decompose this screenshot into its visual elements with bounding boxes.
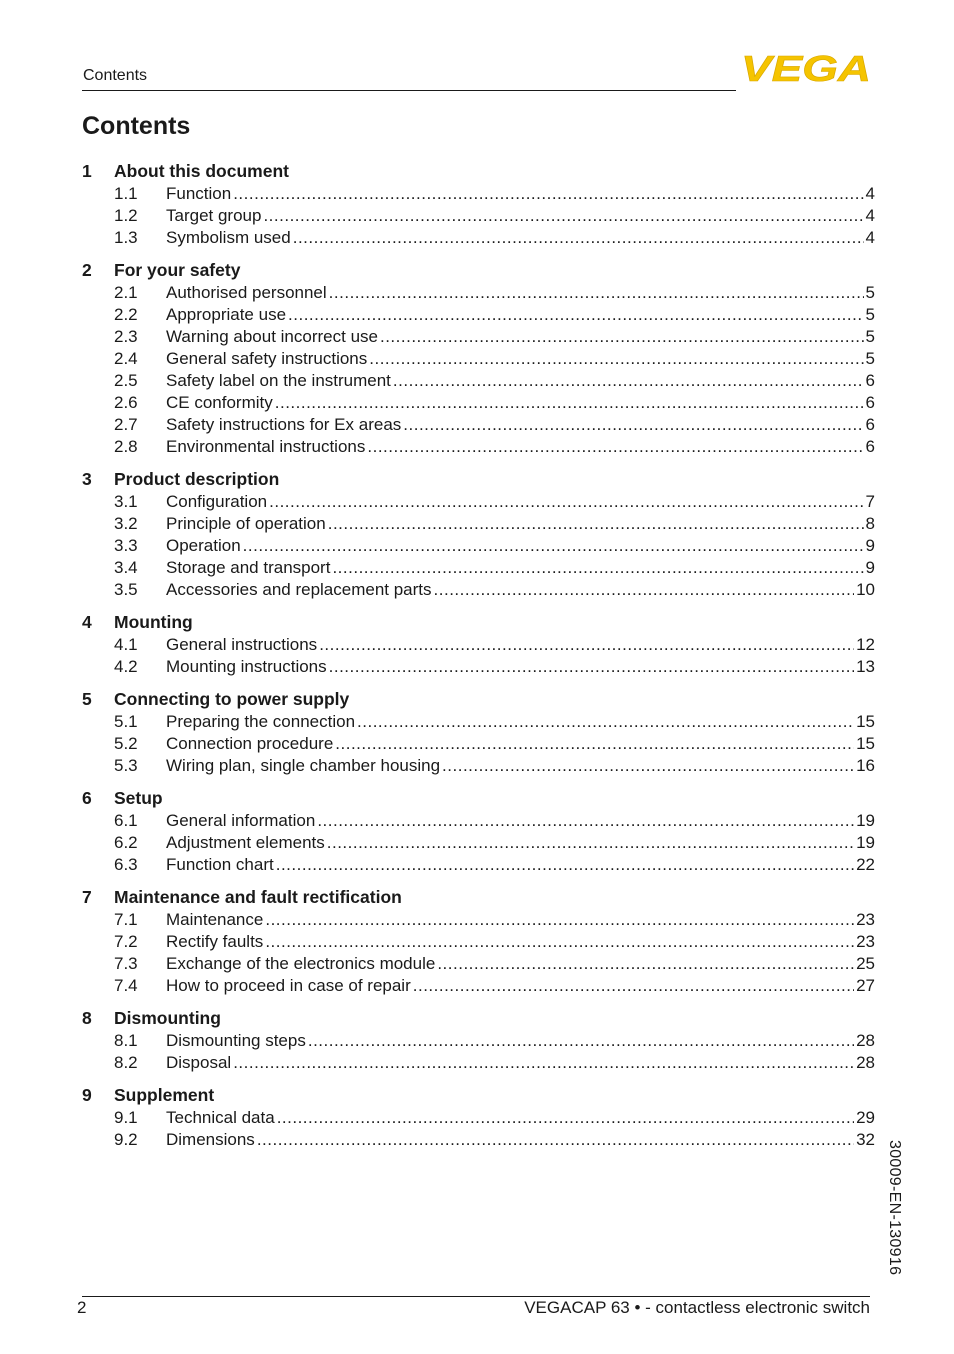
dot-leader bbox=[329, 657, 854, 677]
toc-chapter-heading[interactable] bbox=[82, 467, 875, 491]
entry-number: 4.2 bbox=[114, 657, 138, 676]
entry-title: General instructions bbox=[166, 635, 318, 654]
entry-page-number: 6 bbox=[865, 437, 875, 456]
entry-number: 7.4 bbox=[114, 976, 138, 995]
entry-number: 6.3 bbox=[114, 855, 138, 874]
entry-title: Appropriate use bbox=[166, 305, 287, 324]
entry-title: General safety instructions bbox=[166, 349, 368, 368]
toc-entry[interactable] bbox=[82, 535, 875, 557]
entry-page-number: 9 bbox=[865, 536, 875, 555]
toc-entry[interactable] bbox=[82, 634, 875, 656]
entry-title: Storage and transport bbox=[166, 558, 331, 577]
toc-chapter bbox=[82, 258, 875, 458]
dot-leader bbox=[319, 635, 854, 655]
chapter-number: 3 bbox=[82, 468, 92, 489]
dot-leader bbox=[317, 811, 854, 831]
toc-entry[interactable] bbox=[82, 205, 875, 227]
entry-page-number: 4 bbox=[865, 184, 875, 203]
toc-entry[interactable] bbox=[82, 1052, 875, 1074]
entry-number: 2.6 bbox=[114, 393, 138, 412]
dot-leader bbox=[275, 393, 864, 413]
entry-number: 2.2 bbox=[114, 305, 138, 324]
header-divider bbox=[82, 90, 736, 91]
toc-chapter-heading[interactable] bbox=[82, 885, 875, 909]
dot-leader bbox=[369, 349, 863, 369]
toc-chapter-heading[interactable] bbox=[82, 159, 875, 183]
toc-chapter bbox=[82, 1083, 875, 1151]
chapter-number: 6 bbox=[82, 787, 92, 808]
entry-number: 2.7 bbox=[114, 415, 138, 434]
entry-page-number: 23 bbox=[856, 910, 875, 929]
entry-title: How to proceed in case of repair bbox=[166, 976, 411, 995]
toc-entry[interactable] bbox=[82, 854, 875, 876]
entry-page-number: 5 bbox=[865, 327, 875, 346]
dot-leader bbox=[393, 371, 864, 391]
toc-entry[interactable] bbox=[82, 513, 875, 535]
footer-divider bbox=[82, 1296, 870, 1297]
entry-number: 2.4 bbox=[114, 349, 138, 368]
toc-entry[interactable] bbox=[82, 931, 875, 953]
dot-leader bbox=[437, 954, 854, 974]
entry-title: Safety instructions for Ex areas bbox=[166, 415, 402, 434]
entry-page-number: 15 bbox=[856, 734, 875, 753]
toc-entry[interactable] bbox=[82, 227, 875, 249]
toc-chapter bbox=[82, 885, 875, 997]
entry-title: Wiring plan, single chamber housing bbox=[166, 756, 441, 775]
entry-number: 7.1 bbox=[114, 910, 138, 929]
entry-title: Maintenance bbox=[166, 910, 264, 929]
chapter-title: Product description bbox=[114, 468, 280, 489]
entry-title: Disposal bbox=[166, 1053, 232, 1072]
entry-number: 6.2 bbox=[114, 833, 138, 852]
toc-entry[interactable] bbox=[82, 1107, 875, 1129]
entry-title: Adjustment elements bbox=[166, 833, 325, 852]
chapter-title: About this document bbox=[114, 160, 289, 181]
entry-number: 2.3 bbox=[114, 327, 138, 346]
entry-title: Principle of operation bbox=[166, 514, 326, 533]
entry-title: Function bbox=[166, 184, 232, 203]
dot-leader bbox=[293, 228, 864, 248]
footer-product-name: VEGACAP 63 • - contactless electronic switch bbox=[524, 1298, 870, 1317]
dot-leader bbox=[413, 976, 854, 996]
entry-page-number: 7 bbox=[865, 492, 875, 511]
dot-leader bbox=[329, 283, 864, 303]
toc-entry[interactable] bbox=[82, 656, 875, 678]
toc-chapter bbox=[82, 159, 875, 249]
entry-number: 7.3 bbox=[114, 954, 138, 973]
dot-leader bbox=[243, 536, 864, 556]
entry-page-number: 19 bbox=[856, 811, 875, 830]
entry-title: Dimensions bbox=[166, 1130, 255, 1149]
vega-logo bbox=[741, 52, 873, 84]
toc-entry[interactable] bbox=[82, 557, 875, 579]
dot-leader bbox=[328, 514, 864, 534]
chapter-title: Setup bbox=[114, 787, 163, 808]
toc-entry[interactable] bbox=[82, 579, 875, 601]
entry-number: 7.2 bbox=[114, 932, 138, 951]
toc-entry[interactable] bbox=[82, 733, 875, 755]
entry-number: 8.1 bbox=[114, 1031, 138, 1050]
toc-chapter bbox=[82, 610, 875, 678]
header-section-label: Contents bbox=[83, 67, 148, 84]
entry-number: 1.2 bbox=[114, 206, 138, 225]
toc-entry[interactable] bbox=[82, 282, 875, 304]
entry-number: 2.5 bbox=[114, 371, 138, 390]
entry-page-number: 9 bbox=[865, 558, 875, 577]
chapter-number: 1 bbox=[82, 160, 92, 181]
entry-title: Warning about incorrect use bbox=[166, 327, 378, 346]
entry-title: Rectify faults bbox=[166, 932, 264, 951]
dot-leader bbox=[332, 558, 863, 578]
dot-leader bbox=[257, 1130, 854, 1150]
dot-leader bbox=[276, 855, 854, 875]
entry-page-number: 22 bbox=[856, 855, 875, 874]
entry-number: 6.1 bbox=[114, 811, 138, 830]
chapter-title: Connecting to power supply bbox=[114, 688, 350, 709]
entry-title: General information bbox=[166, 811, 316, 830]
toc-entry[interactable] bbox=[82, 491, 875, 513]
entry-number: 8.2 bbox=[114, 1053, 138, 1072]
toc-entry[interactable] bbox=[82, 326, 875, 348]
toc-chapter-heading[interactable] bbox=[82, 687, 875, 711]
entry-number: 3.2 bbox=[114, 514, 138, 533]
dot-leader bbox=[277, 1108, 854, 1128]
toc-entry[interactable] bbox=[82, 348, 875, 370]
entry-page-number: 23 bbox=[856, 932, 875, 951]
logo-text: VEGA bbox=[741, 52, 871, 84]
dot-leader bbox=[335, 734, 854, 754]
entry-page-number: 5 bbox=[865, 305, 875, 324]
dot-leader bbox=[308, 1031, 854, 1051]
toc-entry[interactable] bbox=[82, 392, 875, 414]
entry-page-number: 16 bbox=[856, 756, 875, 775]
document-code: 30009-EN-130916 bbox=[886, 1140, 903, 1276]
entry-page-number: 6 bbox=[865, 393, 875, 412]
chapter-number: 5 bbox=[82, 688, 92, 709]
entry-number: 1.3 bbox=[114, 228, 138, 247]
toc-chapter-heading[interactable] bbox=[82, 1083, 875, 1107]
entry-number: 5.3 bbox=[114, 756, 138, 775]
entry-number: 9.1 bbox=[114, 1108, 138, 1127]
toc-chapter bbox=[82, 687, 875, 777]
dot-leader bbox=[357, 712, 854, 732]
toc-entry[interactable] bbox=[82, 711, 875, 733]
entry-page-number: 4 bbox=[865, 228, 875, 247]
entry-number: 4.1 bbox=[114, 635, 138, 654]
dot-leader bbox=[380, 327, 864, 347]
entry-page-number: 12 bbox=[856, 635, 875, 654]
entry-page-number: 5 bbox=[865, 283, 875, 302]
chapter-title: Supplement bbox=[114, 1084, 215, 1105]
entry-page-number: 10 bbox=[856, 580, 875, 599]
dot-leader bbox=[434, 580, 855, 600]
entry-title: Technical data bbox=[166, 1108, 275, 1127]
toc-chapter-heading[interactable] bbox=[82, 610, 875, 634]
toc-entry[interactable] bbox=[82, 810, 875, 832]
entry-title: Mounting instructions bbox=[166, 657, 327, 676]
toc-entry[interactable] bbox=[82, 414, 875, 436]
entry-title: Operation bbox=[166, 536, 241, 555]
toc-entry[interactable] bbox=[82, 1030, 875, 1052]
table-of-contents bbox=[82, 159, 875, 1160]
entry-title: CE conformity bbox=[166, 393, 273, 412]
entry-page-number: 5 bbox=[865, 349, 875, 368]
entry-page-number: 32 bbox=[856, 1130, 875, 1149]
entry-number: 3.3 bbox=[114, 536, 138, 555]
entry-title: Exchange of the electronics module bbox=[166, 954, 436, 973]
chapter-number: 4 bbox=[82, 611, 92, 632]
dot-leader bbox=[265, 932, 854, 952]
entry-page-number: 19 bbox=[856, 833, 875, 852]
chapter-number: 2 bbox=[82, 259, 92, 280]
dot-leader bbox=[367, 437, 863, 457]
dot-leader bbox=[442, 756, 854, 776]
entry-page-number: 4 bbox=[865, 206, 875, 225]
page-title: Contents bbox=[82, 112, 191, 140]
toc-chapter bbox=[82, 786, 875, 876]
toc-chapter-heading[interactable] bbox=[82, 258, 875, 282]
entry-number: 2.8 bbox=[114, 437, 138, 456]
entry-page-number: 25 bbox=[856, 954, 875, 973]
dot-leader bbox=[233, 1053, 854, 1073]
entry-page-number: 8 bbox=[865, 514, 875, 533]
toc-entry[interactable] bbox=[82, 183, 875, 205]
entry-title: Configuration bbox=[166, 492, 268, 511]
toc-entry[interactable] bbox=[82, 1129, 875, 1151]
dot-leader bbox=[288, 305, 864, 325]
dot-leader bbox=[269, 492, 863, 512]
chapter-number: 7 bbox=[82, 886, 92, 907]
chapter-title: Mounting bbox=[114, 611, 193, 632]
toc-entry[interactable] bbox=[82, 909, 875, 931]
chapter-title: Dismounting bbox=[114, 1007, 221, 1028]
toc-entry[interactable] bbox=[82, 975, 875, 997]
dot-leader bbox=[327, 833, 854, 853]
chapter-title: Maintenance and fault rectification bbox=[114, 886, 402, 907]
entry-page-number: 28 bbox=[856, 1053, 875, 1072]
entry-number: 9.2 bbox=[114, 1130, 138, 1149]
entry-number: 3.4 bbox=[114, 558, 138, 577]
entry-title: Function chart bbox=[166, 855, 274, 874]
dot-leader bbox=[233, 184, 863, 204]
toc-entry[interactable] bbox=[82, 370, 875, 392]
footer-page-number: 2 bbox=[77, 1298, 87, 1317]
chapter-title: For your safety bbox=[114, 259, 241, 280]
entry-number: 2.1 bbox=[114, 283, 138, 302]
dot-leader bbox=[265, 910, 854, 930]
entry-title: Authorised personnel bbox=[166, 283, 327, 302]
toc-chapter-heading[interactable] bbox=[82, 786, 875, 810]
toc-entry[interactable] bbox=[82, 953, 875, 975]
toc-entry[interactable] bbox=[82, 436, 875, 458]
toc-chapter-heading[interactable] bbox=[82, 1006, 875, 1030]
entry-page-number: 27 bbox=[856, 976, 875, 995]
entry-title: Environmental instructions bbox=[166, 437, 366, 456]
entry-title: Accessories and replacement parts bbox=[166, 580, 432, 599]
toc-chapter bbox=[82, 1006, 875, 1074]
entry-page-number: 13 bbox=[856, 657, 875, 676]
entry-number: 3.5 bbox=[114, 580, 138, 599]
chapter-number: 8 bbox=[82, 1007, 92, 1028]
toc-chapter bbox=[82, 467, 875, 601]
entry-number: 5.1 bbox=[114, 712, 138, 731]
entry-title: Target group bbox=[166, 206, 262, 225]
entry-page-number: 29 bbox=[856, 1108, 875, 1127]
entry-page-number: 15 bbox=[856, 712, 875, 731]
chapter-number: 9 bbox=[82, 1084, 92, 1105]
entry-title: Preparing the connection bbox=[166, 712, 356, 731]
entry-title: Symbolism used bbox=[166, 228, 291, 247]
entry-number: 3.1 bbox=[114, 492, 138, 511]
entry-page-number: 6 bbox=[865, 371, 875, 390]
toc-entry[interactable] bbox=[82, 755, 875, 777]
dot-leader bbox=[263, 206, 863, 226]
entry-number: 1.1 bbox=[114, 184, 138, 203]
toc-entry[interactable] bbox=[82, 832, 875, 854]
toc-entry[interactable] bbox=[82, 304, 875, 326]
dot-leader bbox=[403, 415, 863, 435]
entry-title: Dismounting steps bbox=[166, 1031, 306, 1050]
entry-page-number: 28 bbox=[856, 1031, 875, 1050]
entry-title: Connection procedure bbox=[166, 734, 334, 753]
entry-page-number: 6 bbox=[865, 415, 875, 434]
entry-title: Safety label on the instrument bbox=[166, 371, 391, 390]
entry-number: 5.2 bbox=[114, 734, 138, 753]
